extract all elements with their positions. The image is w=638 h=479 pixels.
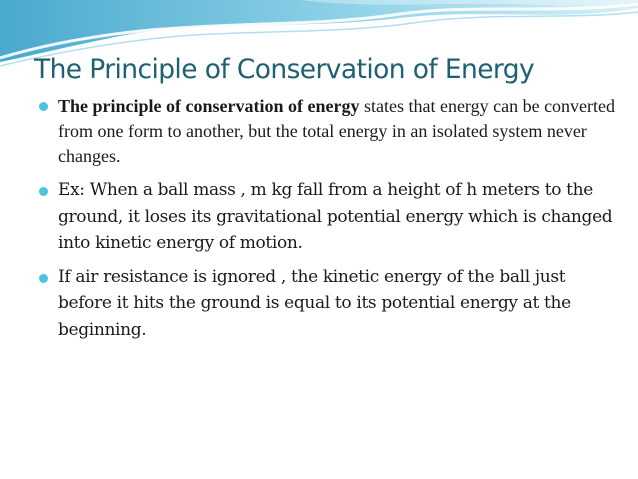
bullet-dot-icon bbox=[39, 187, 48, 196]
slide-title: The Principle of Conservation of Energy bbox=[34, 54, 535, 85]
bullet-text: states that energy can be converted from one form to another, but the total energy in an isolated system never changes. bbox=[58, 96, 616, 166]
bullet-item bbox=[38, 94, 618, 169]
bullet-text: If air resistance is ignored , the kinetic energy of the ball just before it hits the ground is equal to its potential energy at the beginning. bbox=[58, 266, 571, 340]
bullet-item bbox=[38, 177, 618, 257]
bullet-list bbox=[38, 94, 618, 343]
bullet-item bbox=[38, 264, 618, 344]
bullet-dot-icon bbox=[39, 274, 48, 283]
bullet-bold-term: The principle of conservation of energy bbox=[58, 96, 360, 116]
bullet-text: Ex: When a ball mass , m kg fall from a height of h meters to the ground, it loses its gravitational potential energy which is changed into kinetic energy of motion. bbox=[58, 180, 613, 253]
bullet-dot-icon bbox=[39, 102, 48, 111]
